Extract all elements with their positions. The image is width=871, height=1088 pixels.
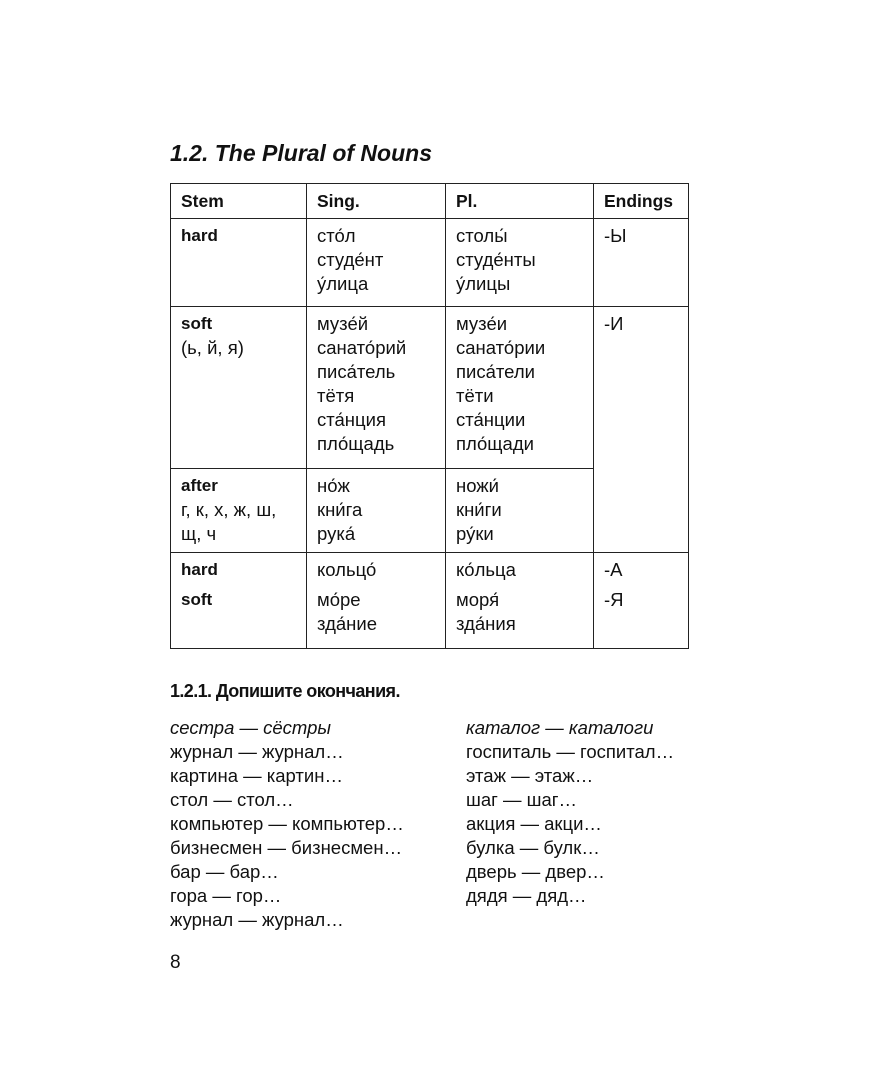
word: санато́рий xyxy=(317,337,407,358)
exercise-example: каталог — каталоги xyxy=(466,717,654,738)
word: столы́ xyxy=(456,225,508,246)
word: ко́льца xyxy=(456,559,516,580)
stem-cell xyxy=(171,469,307,553)
stem-note: (ь, й, я) xyxy=(181,337,244,358)
ending: -Я xyxy=(604,589,624,610)
word: музе́и xyxy=(456,313,508,334)
exercise-item: стол — стол… xyxy=(170,789,294,810)
page-number: 8 xyxy=(170,952,181,973)
header-plural: Pl. xyxy=(446,184,594,219)
exercise-item: акция — акци… xyxy=(466,813,602,834)
exercise-left-column xyxy=(170,716,450,932)
word: зда́ние xyxy=(317,613,377,634)
singular-cell xyxy=(307,553,446,649)
exercise-item: журнал — журнал… xyxy=(170,741,344,762)
stem-label: after xyxy=(181,476,218,495)
exercise-item: госпиталь — госпитал… xyxy=(466,741,675,762)
header-endings: Endings xyxy=(594,184,689,219)
word: ста́нции xyxy=(456,409,526,430)
exercise-item: бар — бар… xyxy=(170,861,279,882)
table-row xyxy=(171,219,689,307)
word: кольцо́ xyxy=(317,559,377,580)
header-singular: Sing. xyxy=(307,184,446,219)
exercise-item: дядя — дяд… xyxy=(466,885,587,906)
word: мо́ре xyxy=(317,589,361,610)
word: писа́тель xyxy=(317,361,396,382)
ending: -А xyxy=(604,559,623,580)
word: ножи́ xyxy=(456,475,500,496)
plural-endings-table xyxy=(170,183,689,649)
word: пло́щади xyxy=(456,433,534,454)
word: рука́ xyxy=(317,523,356,544)
word: ста́нция xyxy=(317,409,386,430)
word: у́лицы xyxy=(456,273,511,294)
word: зда́ния xyxy=(456,613,516,634)
word: студе́нты xyxy=(456,249,536,270)
ending-cell xyxy=(594,553,689,649)
word: тётя xyxy=(317,385,355,406)
stem-cell xyxy=(171,553,307,649)
table-header-row xyxy=(171,184,689,219)
singular-cell xyxy=(307,469,446,553)
exercise-item: булка — булк… xyxy=(466,837,600,858)
table-row xyxy=(171,307,689,469)
exercise-item: бизнесмен — бизнесмен… xyxy=(170,837,403,858)
stem-cell xyxy=(171,307,307,469)
exercise-right-column xyxy=(466,716,706,908)
word: писа́тели xyxy=(456,361,535,382)
section-title: 1.2. The Plural of Nouns xyxy=(170,140,432,166)
word: сто́л xyxy=(317,225,356,246)
exercise-item: шаг — шаг… xyxy=(466,789,578,810)
stem-note: г, к, х, ж, ш, xyxy=(181,499,277,520)
stem-label: hard xyxy=(181,226,218,245)
plural-cell xyxy=(446,219,594,307)
exercise-item: гора — гор… xyxy=(170,885,282,906)
word: студе́нт xyxy=(317,249,384,270)
word: кни́га xyxy=(317,499,363,520)
exercise-item: компьютер — компьютер… xyxy=(170,813,404,834)
exercise-item: этаж — этаж… xyxy=(466,765,594,786)
exercise-item: журнал — журнал… xyxy=(170,909,344,930)
ending: -Ы xyxy=(604,225,627,246)
stem-label: hard xyxy=(181,560,218,579)
plural-cell xyxy=(446,553,594,649)
exercise-item: картина — картин… xyxy=(170,765,343,786)
stem-label: soft xyxy=(181,590,213,609)
singular-cell xyxy=(307,307,446,469)
plural-cell xyxy=(446,307,594,469)
word: кни́ги xyxy=(456,499,502,520)
stem-note: щ, ч xyxy=(181,523,217,544)
exercise-title: 1.2.1. Допишите окончания. xyxy=(170,681,400,701)
ending: -И xyxy=(604,313,624,334)
word: но́ж xyxy=(317,475,350,496)
table-row xyxy=(171,553,689,649)
word: санато́рии xyxy=(456,337,546,358)
plural-cell xyxy=(446,469,594,553)
stem-label: soft xyxy=(181,314,213,333)
word: тёти xyxy=(456,385,494,406)
word: пло́щадь xyxy=(317,433,395,454)
word: у́лица xyxy=(317,273,369,294)
singular-cell xyxy=(307,219,446,307)
exercise-example: сестра — сёстры xyxy=(170,717,332,738)
word: ру́ки xyxy=(456,523,494,544)
ending-cell xyxy=(594,307,689,553)
exercise-item: дверь — двер… xyxy=(466,861,605,882)
ending-cell xyxy=(594,219,689,307)
stem-cell xyxy=(171,219,307,307)
header-stem: Stem xyxy=(171,184,307,219)
word: моря́ xyxy=(456,589,500,610)
word: музе́й xyxy=(317,313,369,334)
